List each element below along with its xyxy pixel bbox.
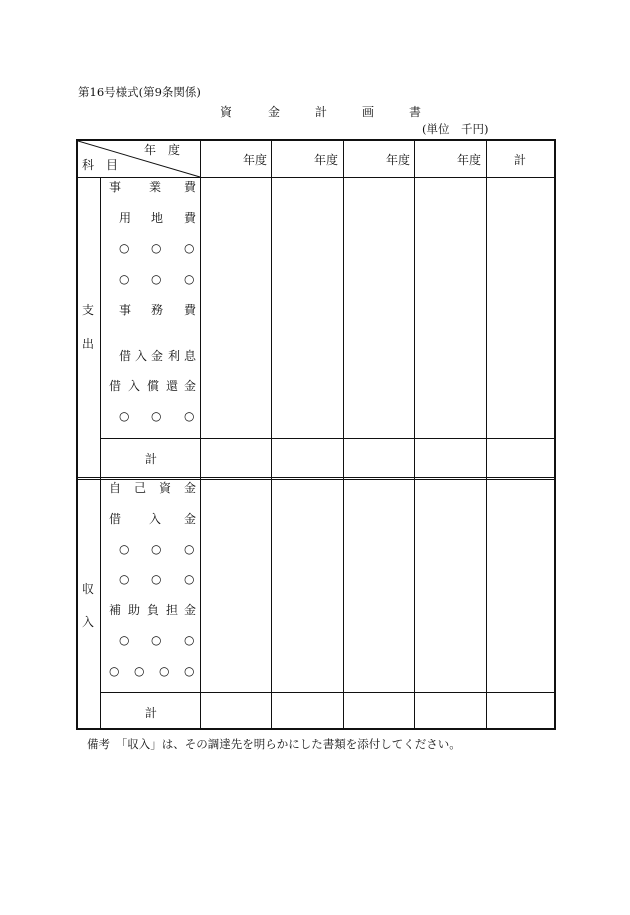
year-column-header: 年度	[243, 153, 268, 167]
title-char: 計	[315, 105, 328, 119]
remarks-note: 備考 「収入」は、その調達先を明らかにした書類を添付してください。	[87, 737, 461, 751]
title-char: 書	[409, 105, 422, 119]
form-number-label: 第16号様式(第9条関係)	[78, 85, 201, 99]
section-label-char: 入	[82, 615, 95, 629]
section-divider	[78, 479, 554, 480]
title-char: 資	[220, 105, 233, 119]
total-column-header: 計	[514, 153, 527, 167]
column-divider	[100, 177, 101, 728]
subtotal-divider	[100, 692, 554, 693]
unit-label: (単位 千円)	[422, 122, 489, 136]
section-label-char: 収	[82, 582, 95, 596]
subtotal-divider	[100, 438, 554, 439]
year-column-header: 年度	[386, 153, 411, 167]
section-divider	[78, 477, 554, 478]
header-year-label: 年 度	[144, 143, 181, 157]
column-divider	[343, 141, 344, 728]
header-subject-label: 科 目	[82, 158, 119, 172]
funding-plan-table: 年 度 科 目 年度 年度 年度 年度 計 支 出 事 業 費 用 地 費 ○ ○ ○ ○ ○ ○ 事 務 費 借 入 金 利 息 借 入 償 還 金 ○ ○ ○ 計 収 入 自 己 資 金 借 入 金 ○ ○ ○ ○ ○ ○ 補 助 負 担 金 ○ ○ ○ ○ ○ ○ ○ 計	[76, 139, 556, 730]
title-char: 画	[362, 105, 375, 119]
column-divider	[271, 141, 272, 728]
title-char: 金	[268, 105, 281, 119]
section-label-char: 出	[82, 337, 95, 351]
column-divider	[200, 141, 201, 728]
income-subtotal-label: 計	[145, 706, 158, 720]
year-column-header: 年度	[314, 153, 339, 167]
year-column-header: 年度	[457, 153, 482, 167]
column-divider	[414, 141, 415, 728]
column-divider	[486, 141, 487, 728]
section-label-char: 支	[82, 303, 95, 317]
expense-subtotal-label: 計	[145, 452, 158, 466]
